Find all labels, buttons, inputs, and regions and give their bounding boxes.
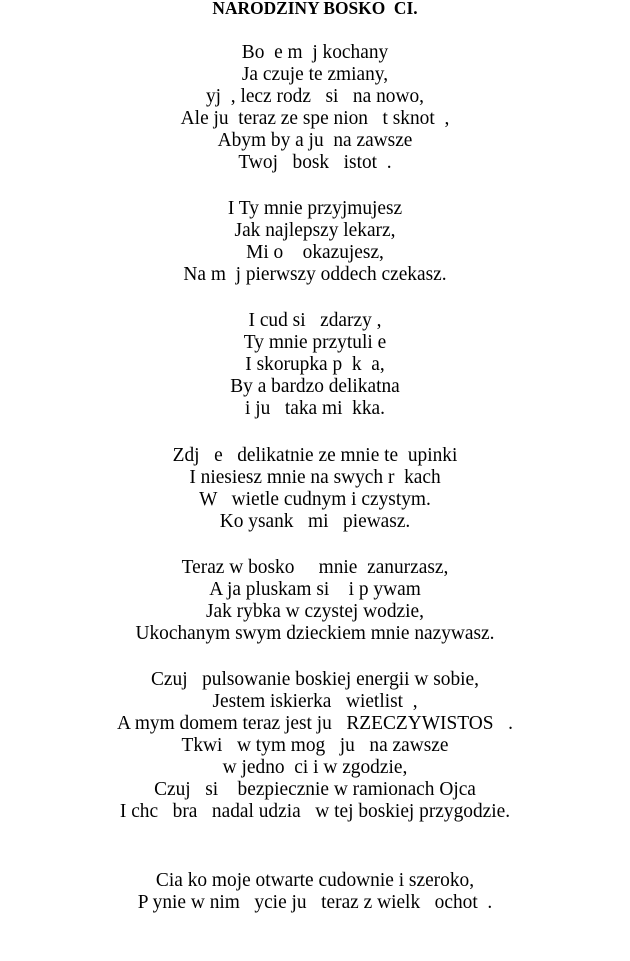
poem-line: Zdj e delikatnie ze mnie te upinki [172,445,458,466]
poem-line: Ukochanym swym dzieckiem mnie nazywasz. [135,623,495,644]
poem-line: Ty mnie przytuli e [243,332,387,353]
poem-line: I cud si zdarzy , [248,310,382,331]
poem-title: NARODZINY BOSKO CI. [212,0,418,18]
poem-line: Ko ysank mi piewasz. [219,511,411,532]
poem-line: Ja czuje te zmiany, [241,64,389,85]
poem-line: Mi o okazujesz, [246,242,384,263]
poem-line: A ja pluskam si i p ywam [209,579,421,600]
poem-line: Abym by a ju na zawsze [217,130,413,151]
poem-line: Bo e m j kochany [241,42,389,63]
poem-line: i ju taka mi kka. [245,398,385,419]
poem-line: w jedno ci i w zgodzie, [222,757,408,778]
poem-line: P ynie w nim ycie ju teraz z wielk ochot . [137,892,493,913]
poem-line: Cia ko moje otwarte cudownie i szeroko, [155,870,475,891]
poem-line: Jak rybka w czystej wodzie, [206,601,424,622]
poem-line: I niesiesz mnie na swych r kach [189,467,441,488]
poem-line: I Ty mnie przyjmujesz [227,198,403,219]
poem-line: Twoj bosk istot . [238,152,392,173]
poem-line: yj , lecz rodz si na nowo, [205,86,424,107]
poem-line: Na m j pierwszy oddech czekasz. [183,264,447,285]
poem-line: Jestem iskierka wietlist , [212,691,418,712]
poem-line: By a bardzo delikatna [230,376,400,397]
poem-line: Teraz w bosko mnie zanurzasz, [181,557,449,578]
poem-line: Ale ju teraz ze spe nion t sknot , [180,108,450,129]
poem-line: Jak najlepszy lekarz, [234,220,396,241]
poem-line: W wietle cudnym i czystym. [199,489,431,510]
poem-line: Czuj si bezpiecznie w ramionach Ojca [154,779,476,800]
poem-line: I chc bra nadal udzia w tej boskiej przygodzie. [119,801,511,822]
poem-line: A mym domem teraz jest ju RZECZYWISTOS . [117,713,513,734]
poem-line: Tkwi w tym mog ju na zawsze [181,735,449,756]
poem-line: Czuj pulsowanie boskiej energii w sobie, [150,669,480,690]
poem-line: I skorupka p k a, [245,354,385,375]
